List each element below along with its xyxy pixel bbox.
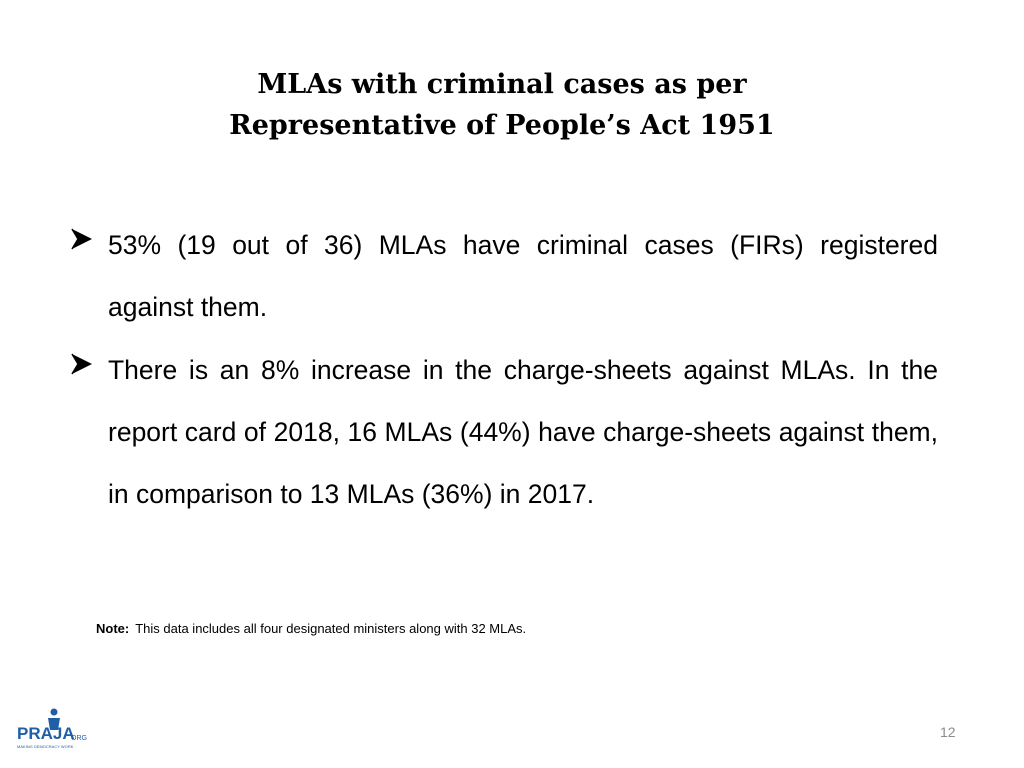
arrow-bullet-icon xyxy=(70,353,94,375)
bullet-item xyxy=(70,339,938,525)
title-line-2: Representative of People’s Act 1951 xyxy=(229,110,775,141)
footnote xyxy=(96,621,526,636)
note-label: Note: xyxy=(96,621,130,636)
bullet-text: 53% (19 out of 36) MLAs have criminal cases (FIRs) registered against them. xyxy=(108,230,938,322)
arrow-bullet-icon xyxy=(70,228,94,250)
bullet-text: There is an 8% increase in the charge-sheets against MLAs. In the report card of 2018, 16 MLAs (44%) have charge-sheets against them, in comparison to 13 MLAs (36%) in 2017. xyxy=(108,355,938,509)
logo-tagline: MAKING DEMOCRACY WORK xyxy=(17,744,74,749)
logo-wordmark: PRAJA xyxy=(17,724,75,743)
note-text: This data includes all four designated ministers along with 32 MLAs. xyxy=(135,621,527,636)
logo-suffix: ORG xyxy=(71,735,87,742)
bullet-item xyxy=(70,214,938,338)
page-number: 12 xyxy=(940,724,956,740)
slide-title xyxy=(0,64,1004,146)
bullet-list xyxy=(70,214,938,525)
praja-logo xyxy=(14,704,92,754)
title-line-1: MLAs with criminal cases as per xyxy=(257,69,747,100)
